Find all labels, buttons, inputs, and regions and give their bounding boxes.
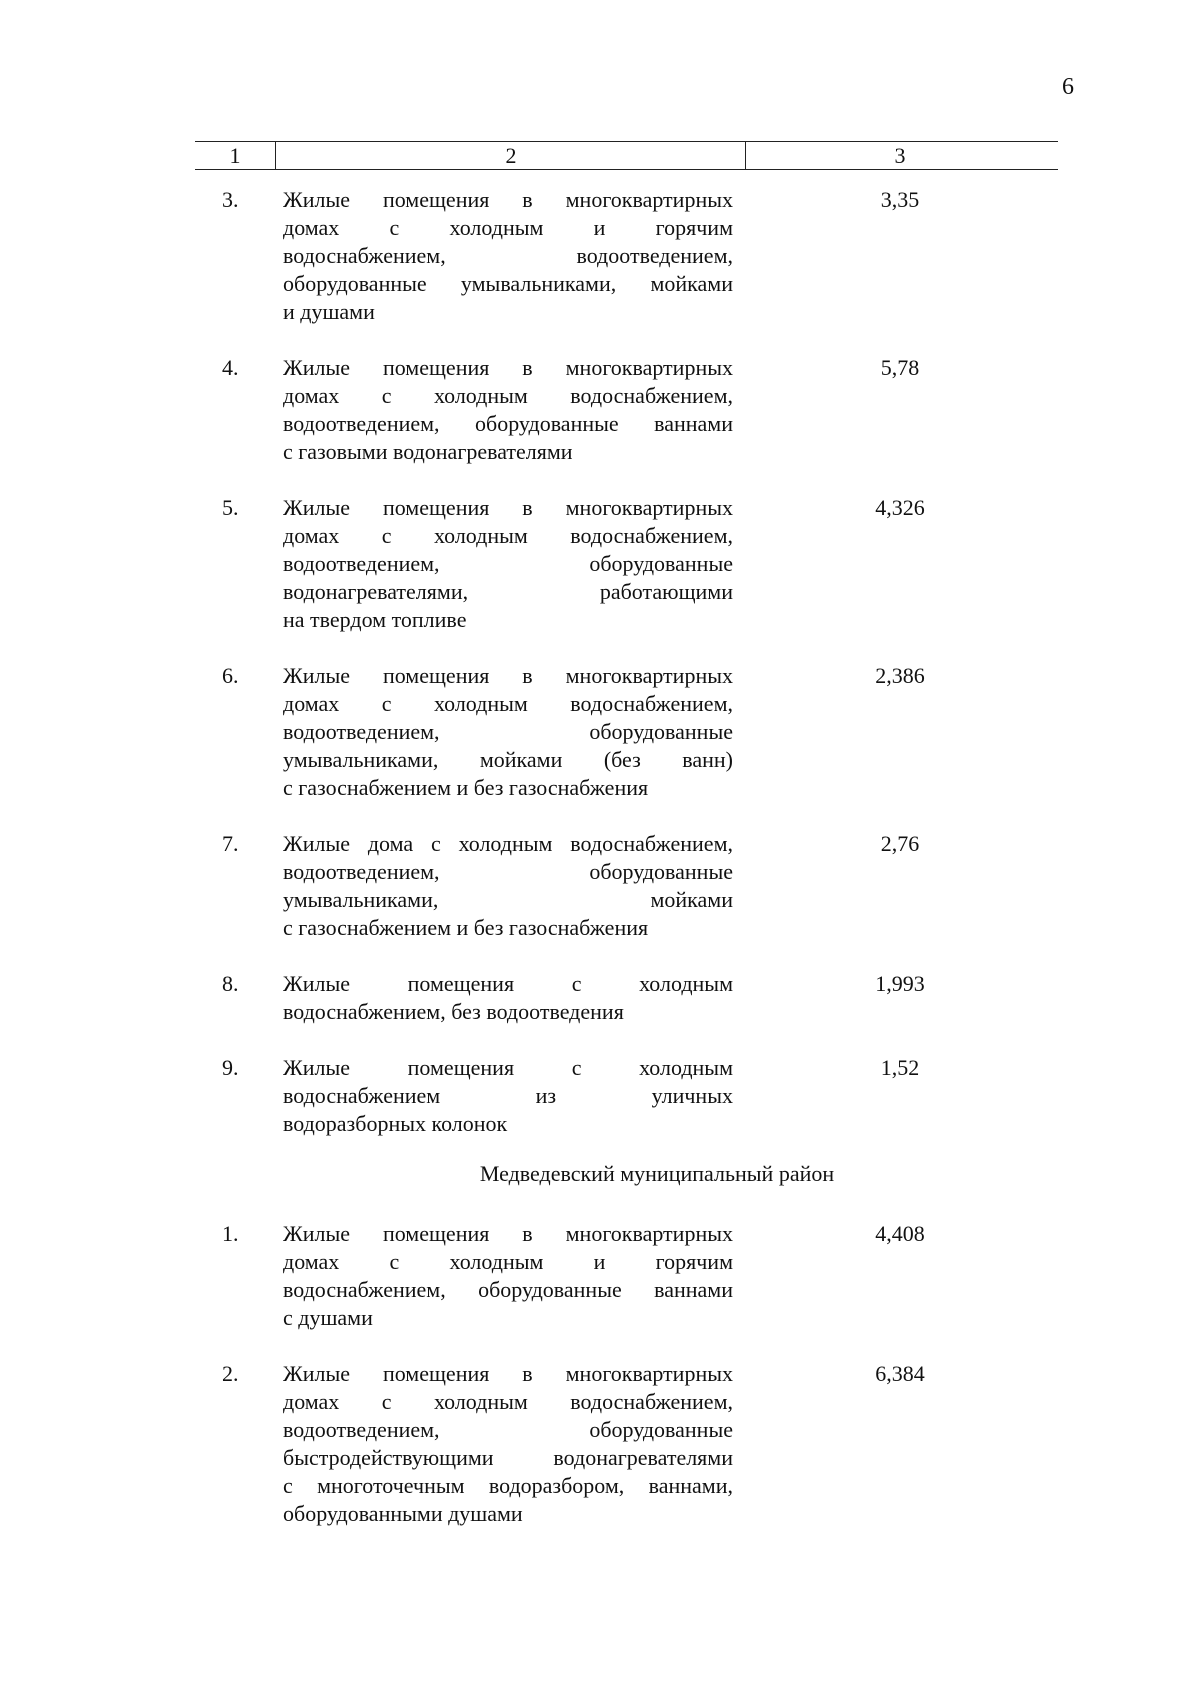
description-line: с газовыми водонагревателями — [283, 439, 573, 464]
row-description — [283, 494, 733, 634]
description-line: Жилые помещения с холодным — [283, 971, 733, 996]
section-title — [0, 1161, 1200, 1187]
description-line: водоотведением, оборудованные — [283, 719, 733, 744]
row-value: 6,384 — [875, 1361, 925, 1386]
row-value: 3,35 — [880, 187, 920, 212]
description-line: водоразборных колонок — [283, 1111, 508, 1136]
description-line: домах с холодным и горячим — [283, 1249, 733, 1274]
row-number: 6. — [222, 663, 239, 688]
description-line: быстродействующими водонагревателями — [283, 1445, 733, 1470]
description-line: домах с холодным водоснабжением, — [283, 523, 733, 548]
header-col-3: 3 — [894, 143, 906, 168]
description-line: водоснабжением, оборудованные ваннами — [283, 1277, 733, 1302]
description-line: домах с холодным водоснабжением, — [283, 383, 733, 408]
row-number: 4. — [222, 355, 239, 380]
description-line: Жилые помещения в многоквартирных — [283, 663, 733, 688]
description-line: водоснабжением, водоотведением, — [283, 243, 733, 268]
row-value: 1,52 — [880, 1055, 920, 1080]
description-line: умывальниками, мойками — [283, 887, 733, 912]
row-description — [283, 1360, 733, 1528]
description-line: водоснабжением, без водоотведения — [283, 999, 624, 1024]
row-value: 1,993 — [875, 971, 925, 996]
row-value: 2,386 — [875, 663, 925, 688]
row-description — [283, 186, 733, 326]
row-number: 2. — [222, 1361, 239, 1386]
description-line: домах с холодным водоснабжением, — [283, 691, 733, 716]
row-number: 5. — [222, 495, 239, 520]
description-line: домах с холодным водоснабжением, — [283, 1389, 733, 1414]
row-value: 4,326 — [875, 495, 925, 520]
description-line: оборудованными душами — [283, 1501, 523, 1526]
description-line: Жилые помещения в многоквартирных — [283, 355, 733, 380]
description-line: и душами — [283, 299, 375, 324]
description-line: с газоснабжением и без газоснабжения — [283, 775, 649, 800]
row-value: 4,408 — [875, 1221, 925, 1246]
description-line: Жилые помещения в многоквартирных — [283, 495, 733, 520]
description-line: домах с холодным и горячим — [283, 215, 733, 240]
description-line: Жилые помещения в многоквартирных — [283, 1361, 733, 1386]
row-description — [283, 354, 733, 466]
row-number: 9. — [222, 1055, 239, 1080]
row-number: 7. — [222, 831, 239, 856]
page-number: 6 — [1062, 74, 1074, 100]
description-line: оборудованные умывальниками, мойками — [283, 271, 733, 296]
description-line: водоотведением, оборудованные — [283, 551, 733, 576]
description-line: на твердом топливе — [283, 607, 467, 632]
header-col-2: 2 — [505, 143, 517, 168]
description-line: Жилые дома с холодным водоснабжением, — [283, 831, 733, 856]
row-number: 1. — [222, 1221, 239, 1246]
description-line: с многоточечным водоразбором, ваннами, — [283, 1473, 733, 1498]
row-number: 8. — [222, 971, 239, 996]
description-line: с душами — [283, 1305, 373, 1330]
description-line: Жилые помещения в многоквартирных — [283, 187, 733, 212]
description-line: водоотведением, оборудованные ваннами — [283, 411, 733, 436]
row-description — [283, 1220, 733, 1332]
section-title-text: Медведевский муниципальный район — [479, 1161, 835, 1186]
description-line: Жилые помещения в многоквартирных — [283, 1221, 733, 1246]
description-line: с газоснабжением и без газоснабжения — [283, 915, 649, 940]
header-top-rule — [195, 141, 1058, 142]
description-line: водоотведением, оборудованные — [283, 1417, 733, 1442]
header-bottom-rule — [195, 169, 1058, 170]
row-value: 2,76 — [880, 831, 920, 856]
row-description — [283, 970, 733, 1026]
row-value: 5,78 — [880, 355, 920, 380]
header-divider-1 — [275, 141, 276, 170]
description-line: водонагревателями, работающими — [283, 579, 733, 604]
header-divider-2 — [745, 141, 746, 170]
row-description — [283, 1054, 733, 1138]
description-line: водоснабжением из уличных — [283, 1083, 733, 1108]
description-line: умывальниками, мойками (без ванн) — [283, 747, 733, 772]
row-description — [283, 662, 733, 802]
row-description — [283, 830, 733, 942]
description-line: Жилые помещения с холодным — [283, 1055, 733, 1080]
row-number: 3. — [222, 187, 239, 212]
description-line: водоотведением, оборудованные — [283, 859, 733, 884]
header-col-1: 1 — [229, 143, 241, 168]
